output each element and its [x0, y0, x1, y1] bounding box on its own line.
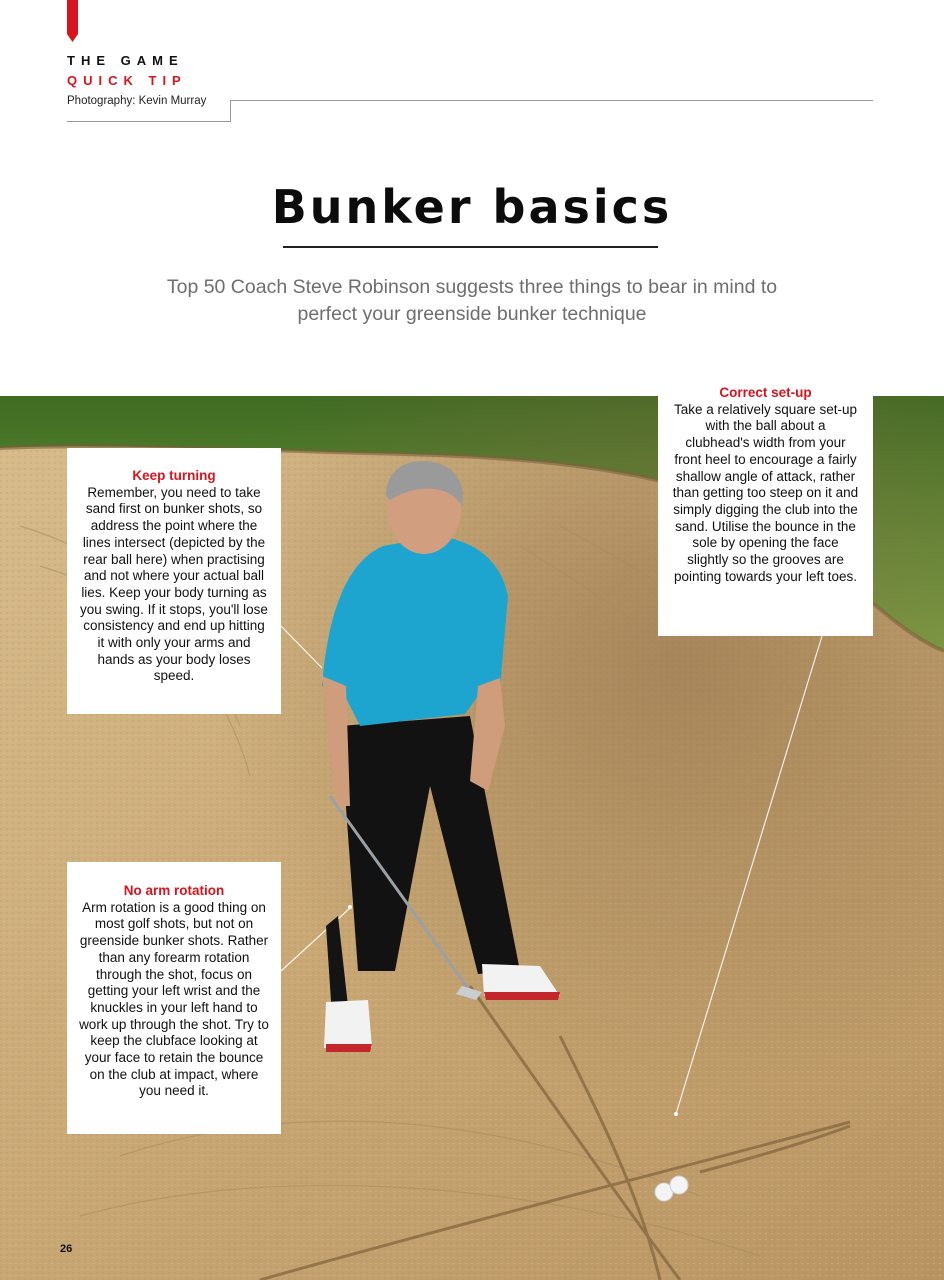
section-label: THE GAME	[67, 53, 184, 68]
section-marker-icon	[67, 0, 78, 42]
subsection-label: QUICK TIP	[67, 73, 187, 88]
photo-credit: Photography: Kevin Murray	[67, 95, 207, 107]
callout-keep-turning	[67, 448, 281, 714]
callout-no-arm-rotation	[67, 862, 281, 1134]
page-number: 26	[60, 1243, 73, 1255]
article-title: Bunker basics	[271, 180, 673, 234]
header-divider-step	[230, 100, 231, 122]
callout-body: Take a relatively square set-up with the ball about a clubhead's width from your front heel to encourage a fairly shallow angle of attack, rather than getting too steep on it and simply digging the club into the sand. Utilise the bounce in the sole by opening the face slightly so the grooves are pointing towards your left toes.	[672, 401, 859, 584]
callout-heading: Correct set-up	[719, 385, 812, 400]
title-underline	[283, 246, 658, 248]
header-divider	[67, 121, 231, 122]
callout-correct-setup	[658, 380, 873, 636]
callout-heading: No arm rotation	[123, 883, 225, 898]
callout-heading: Keep turning	[132, 468, 216, 483]
article-standfirst: Top 50 Coach Steve Robinson suggests three things to bear in mind to perfect your greenside bunker technique	[166, 276, 778, 325]
header-divider-long	[230, 100, 873, 101]
callout-body: Remember, you need to take sand first on bunker shots, so address the point where the lines intersect (depicted by the rear ball here) when practising and not where your actual ball lies. Keep your body turning as you swing. If it stops, you'll lose consistency and end up hitting it with only your arms and hands as your body loses speed.	[80, 484, 268, 684]
callout-body: Arm rotation is a good thing on most golf shots, but not on greenside bunker shots. Rather than any forearm rotation through the shot, focus on getting your left wrist and the knuckles in your left hand to work up through the shot. Try to keep the clubface looking at your face to retain the bounce on the club at impact, where you need it.	[79, 899, 269, 1099]
